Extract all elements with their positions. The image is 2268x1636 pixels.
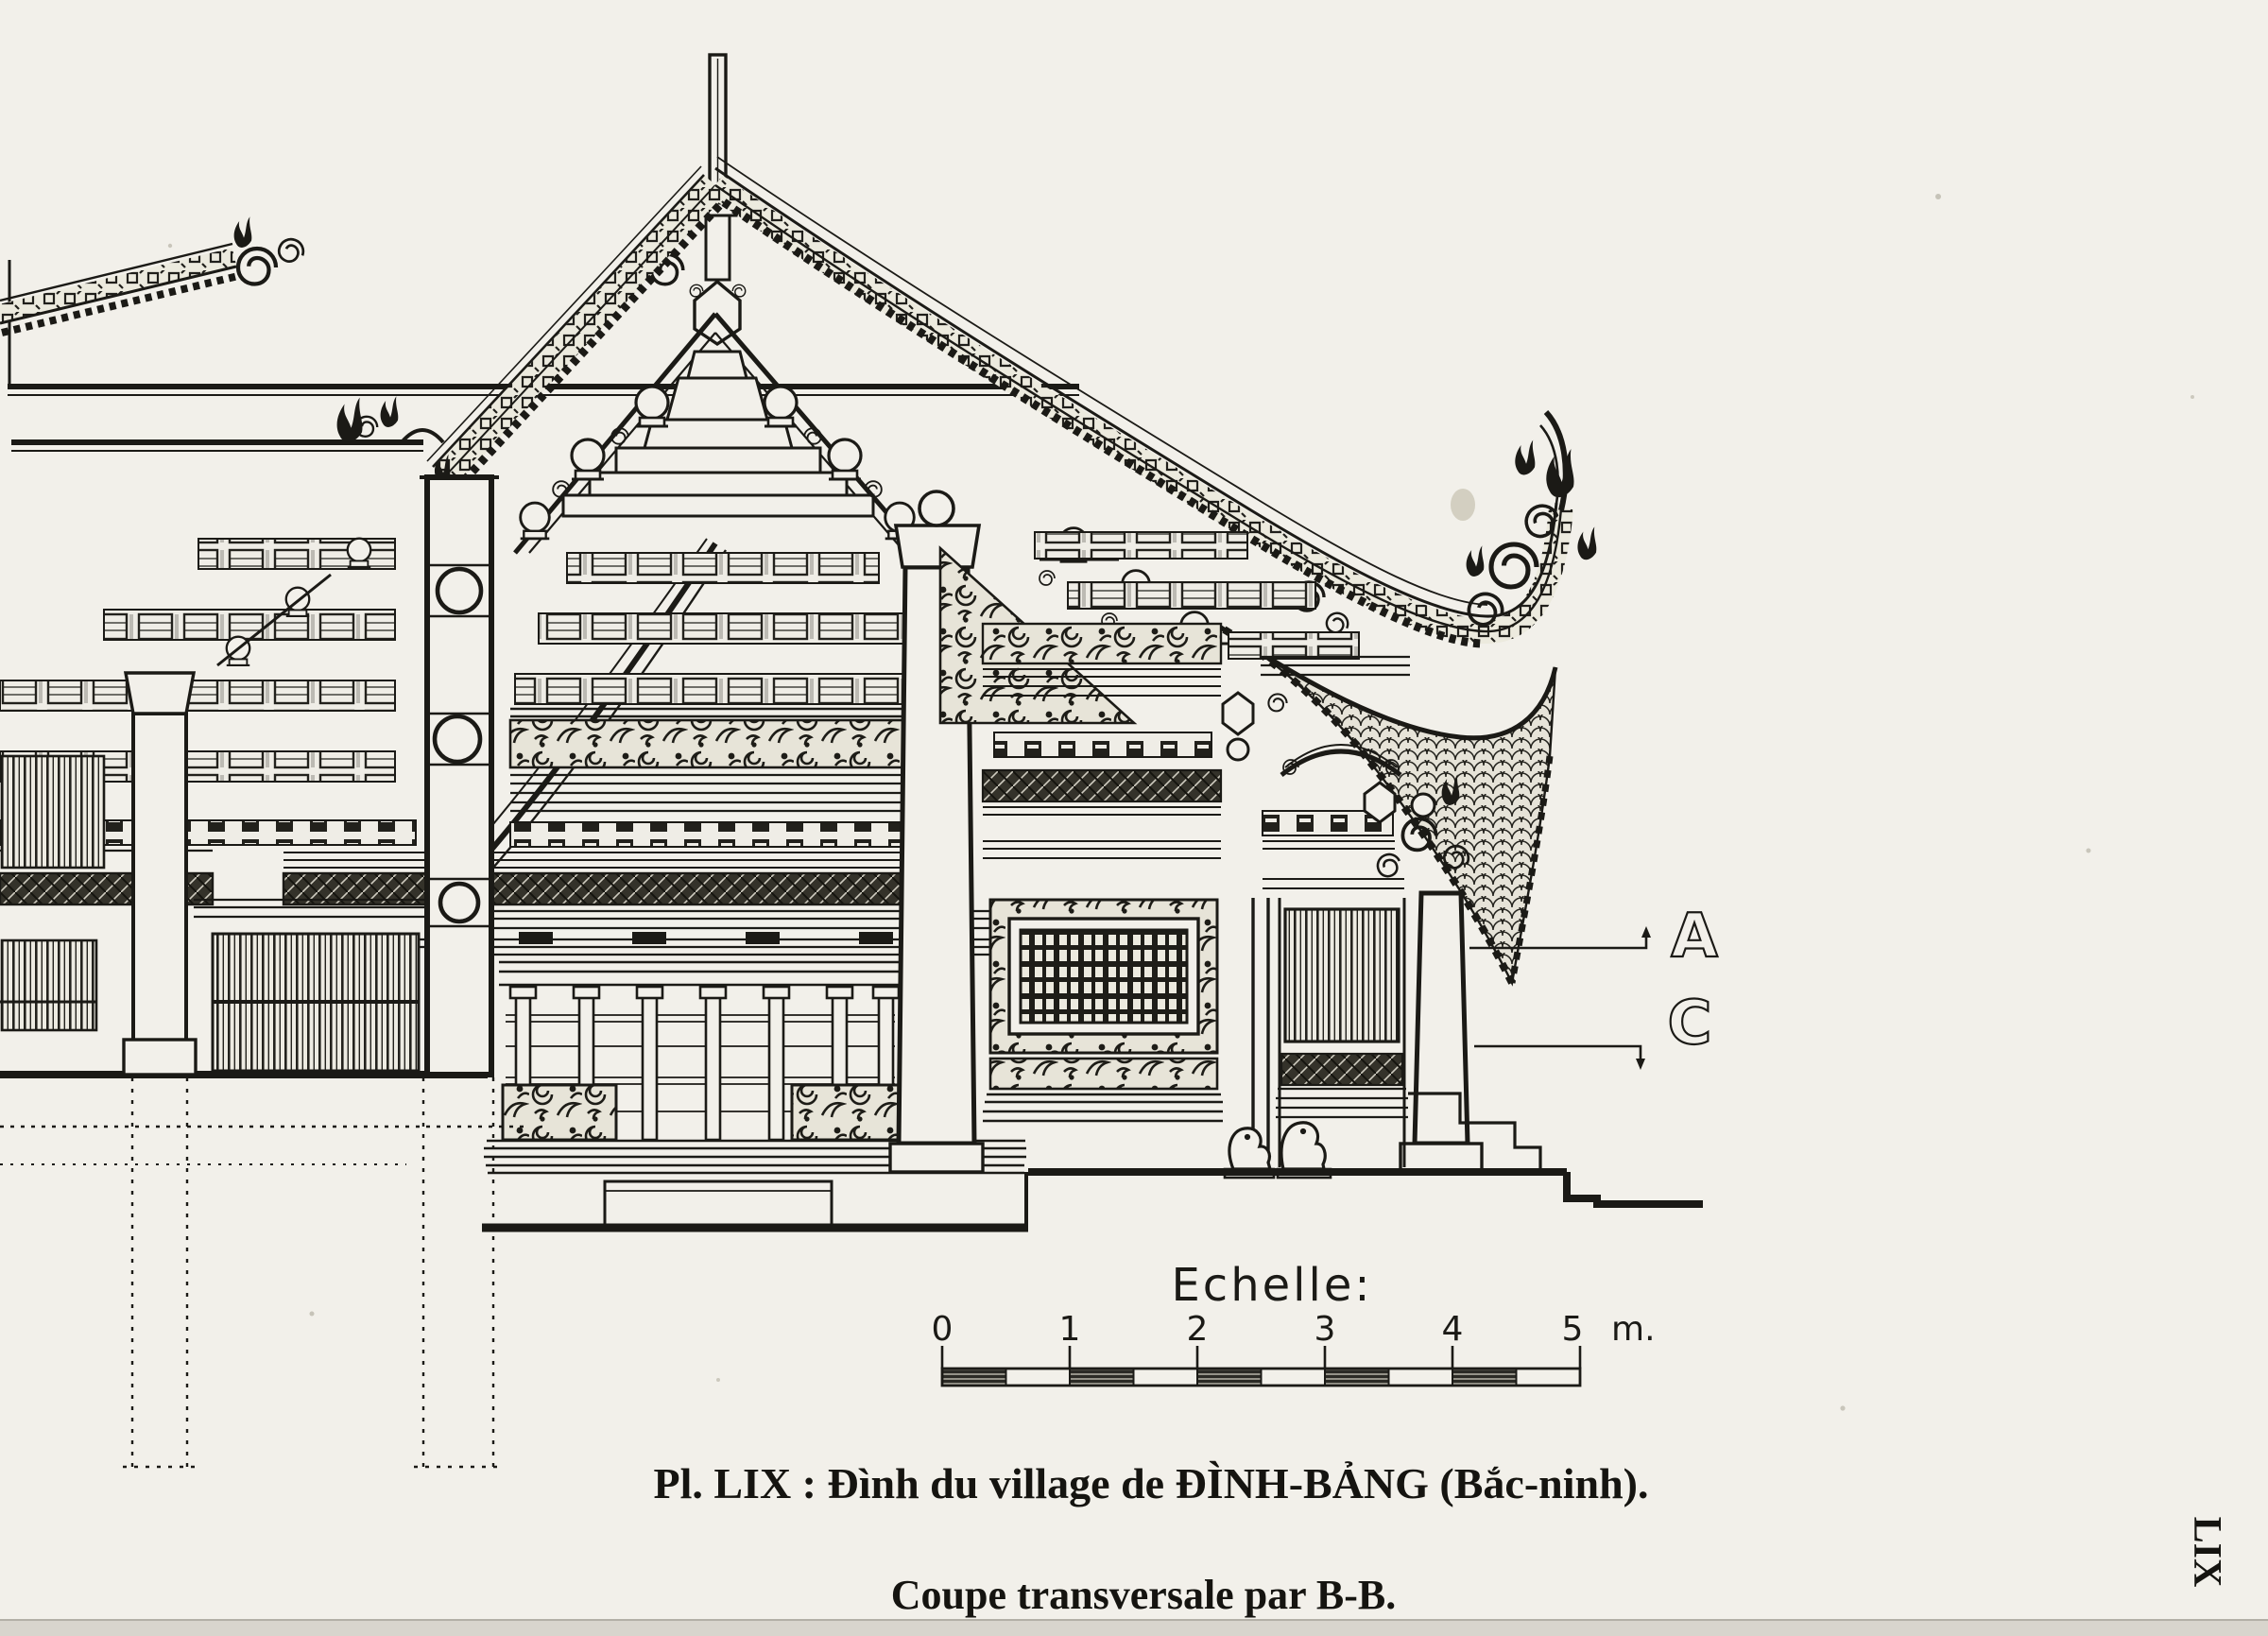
ridge-flame-ornament	[337, 396, 443, 442]
scale-bar	[932, 1259, 1656, 1386]
door-bay-diagband	[1281, 1054, 1402, 1085]
caption-line2: Coupe transversale par B-B.	[890, 1572, 1397, 1618]
door-slats	[1285, 909, 1399, 1042]
central-mullion-wall	[499, 962, 902, 1140]
corner-pendant	[1223, 693, 1287, 760]
gable-tile-bands	[515, 553, 921, 704]
ground-steps	[1567, 1172, 1703, 1204]
dentil-band	[510, 822, 924, 847]
gable-bottom-beam	[510, 709, 924, 716]
adjacent-roof-eave	[0, 216, 306, 333]
scale-tick-0: 0	[931, 1310, 954, 1349]
floor-and-foundations	[0, 1075, 529, 1467]
window-bay-dentils	[994, 732, 1211, 757]
kingpost-cluster	[521, 352, 915, 539]
caption-line1: Pl. LIX : Đình du village de ĐÌNH-BẢNG (Bắc-ninh).	[653, 1459, 1649, 1507]
window-bay-frieze	[983, 624, 1221, 663]
column-left-outer	[124, 673, 196, 1075]
window-bay-diagband	[983, 770, 1221, 801]
scale-tick-5: 5	[1561, 1310, 1584, 1349]
section-marker-c	[1474, 989, 1711, 1070]
left-slat-panel-upper	[2, 756, 104, 868]
scale-tick-3: 3	[1314, 1310, 1336, 1349]
window-lattice	[1021, 930, 1187, 1023]
scale-tick-1: 1	[1058, 1310, 1081, 1349]
scan-bottom-edge	[0, 1620, 2268, 1636]
column-porch	[1400, 893, 1482, 1172]
window-lower-frieze	[990, 1059, 1217, 1089]
post-thin-pair	[1253, 898, 1268, 1167]
column-section-cut	[420, 477, 499, 1075]
carved-panel-left	[503, 1085, 616, 1140]
scale-title: Echelle:	[1171, 1259, 1373, 1312]
section-label-c: C	[1667, 989, 1712, 1059]
scale-tick-4: 4	[1441, 1310, 1464, 1349]
scale-tick-2: 2	[1186, 1310, 1209, 1349]
scale-unit: m.	[1611, 1310, 1656, 1349]
plate-number: LIX	[2185, 1516, 2228, 1588]
foundation-piers	[123, 1077, 503, 1467]
carved-dragon-frieze	[510, 720, 924, 767]
section-label-a: A	[1671, 902, 1718, 972]
beam-tabs	[519, 932, 893, 944]
left-slat-panel-lower	[2, 940, 96, 1030]
ground-and-steps	[1028, 1094, 1703, 1204]
adjacent-roof-end-curl	[238, 249, 276, 284]
left-bays	[0, 756, 425, 1071]
carved-panel-right	[792, 1085, 902, 1140]
